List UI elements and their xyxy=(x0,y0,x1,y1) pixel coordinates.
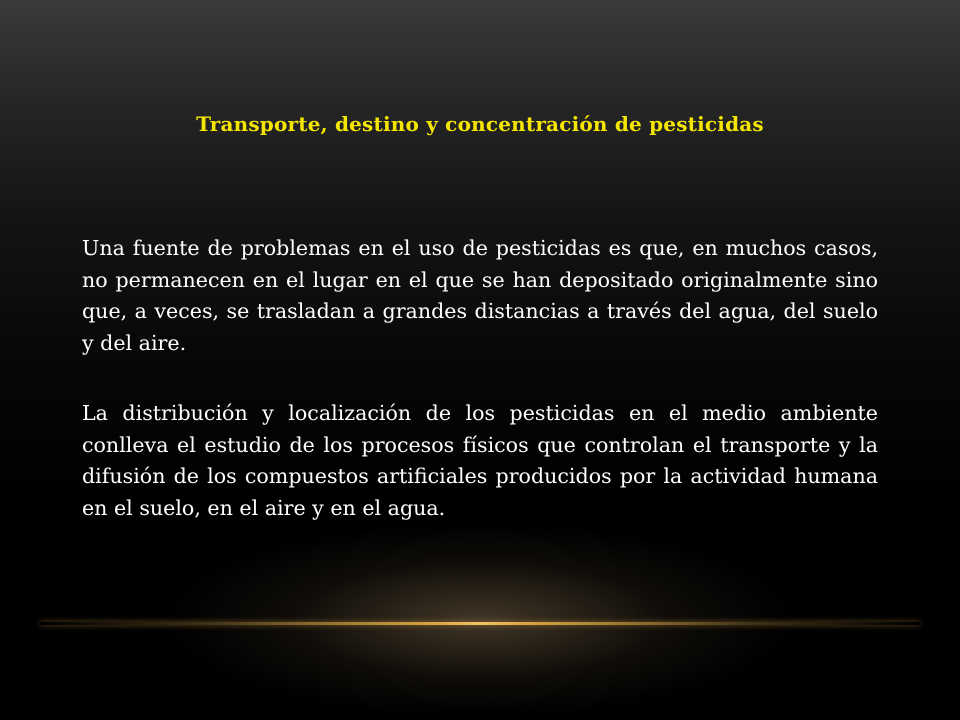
paragraph-transport: Una fuente de problemas en el uso de pesticidas es que, en muchos casos, no permanecen en el lugar en el que se han depositado originalmente sino que, a veces, se trasladan a grandes distancias a través del agua, del suelo y del aire. xyxy=(82,236,878,355)
paragraph-distribution: La distribución y localización de los pesticidas en el medio ambiente conlleva el estudio de los procesos físicos que controlan el transporte y la difusión de los compuestos artificiales producidos por la actividad humana en el suelo, en el aire y en el agua. xyxy=(82,401,878,520)
decorative-glow-line xyxy=(40,622,920,625)
slide-title: Transporte, destino y concentración de pesticidas xyxy=(196,112,764,136)
